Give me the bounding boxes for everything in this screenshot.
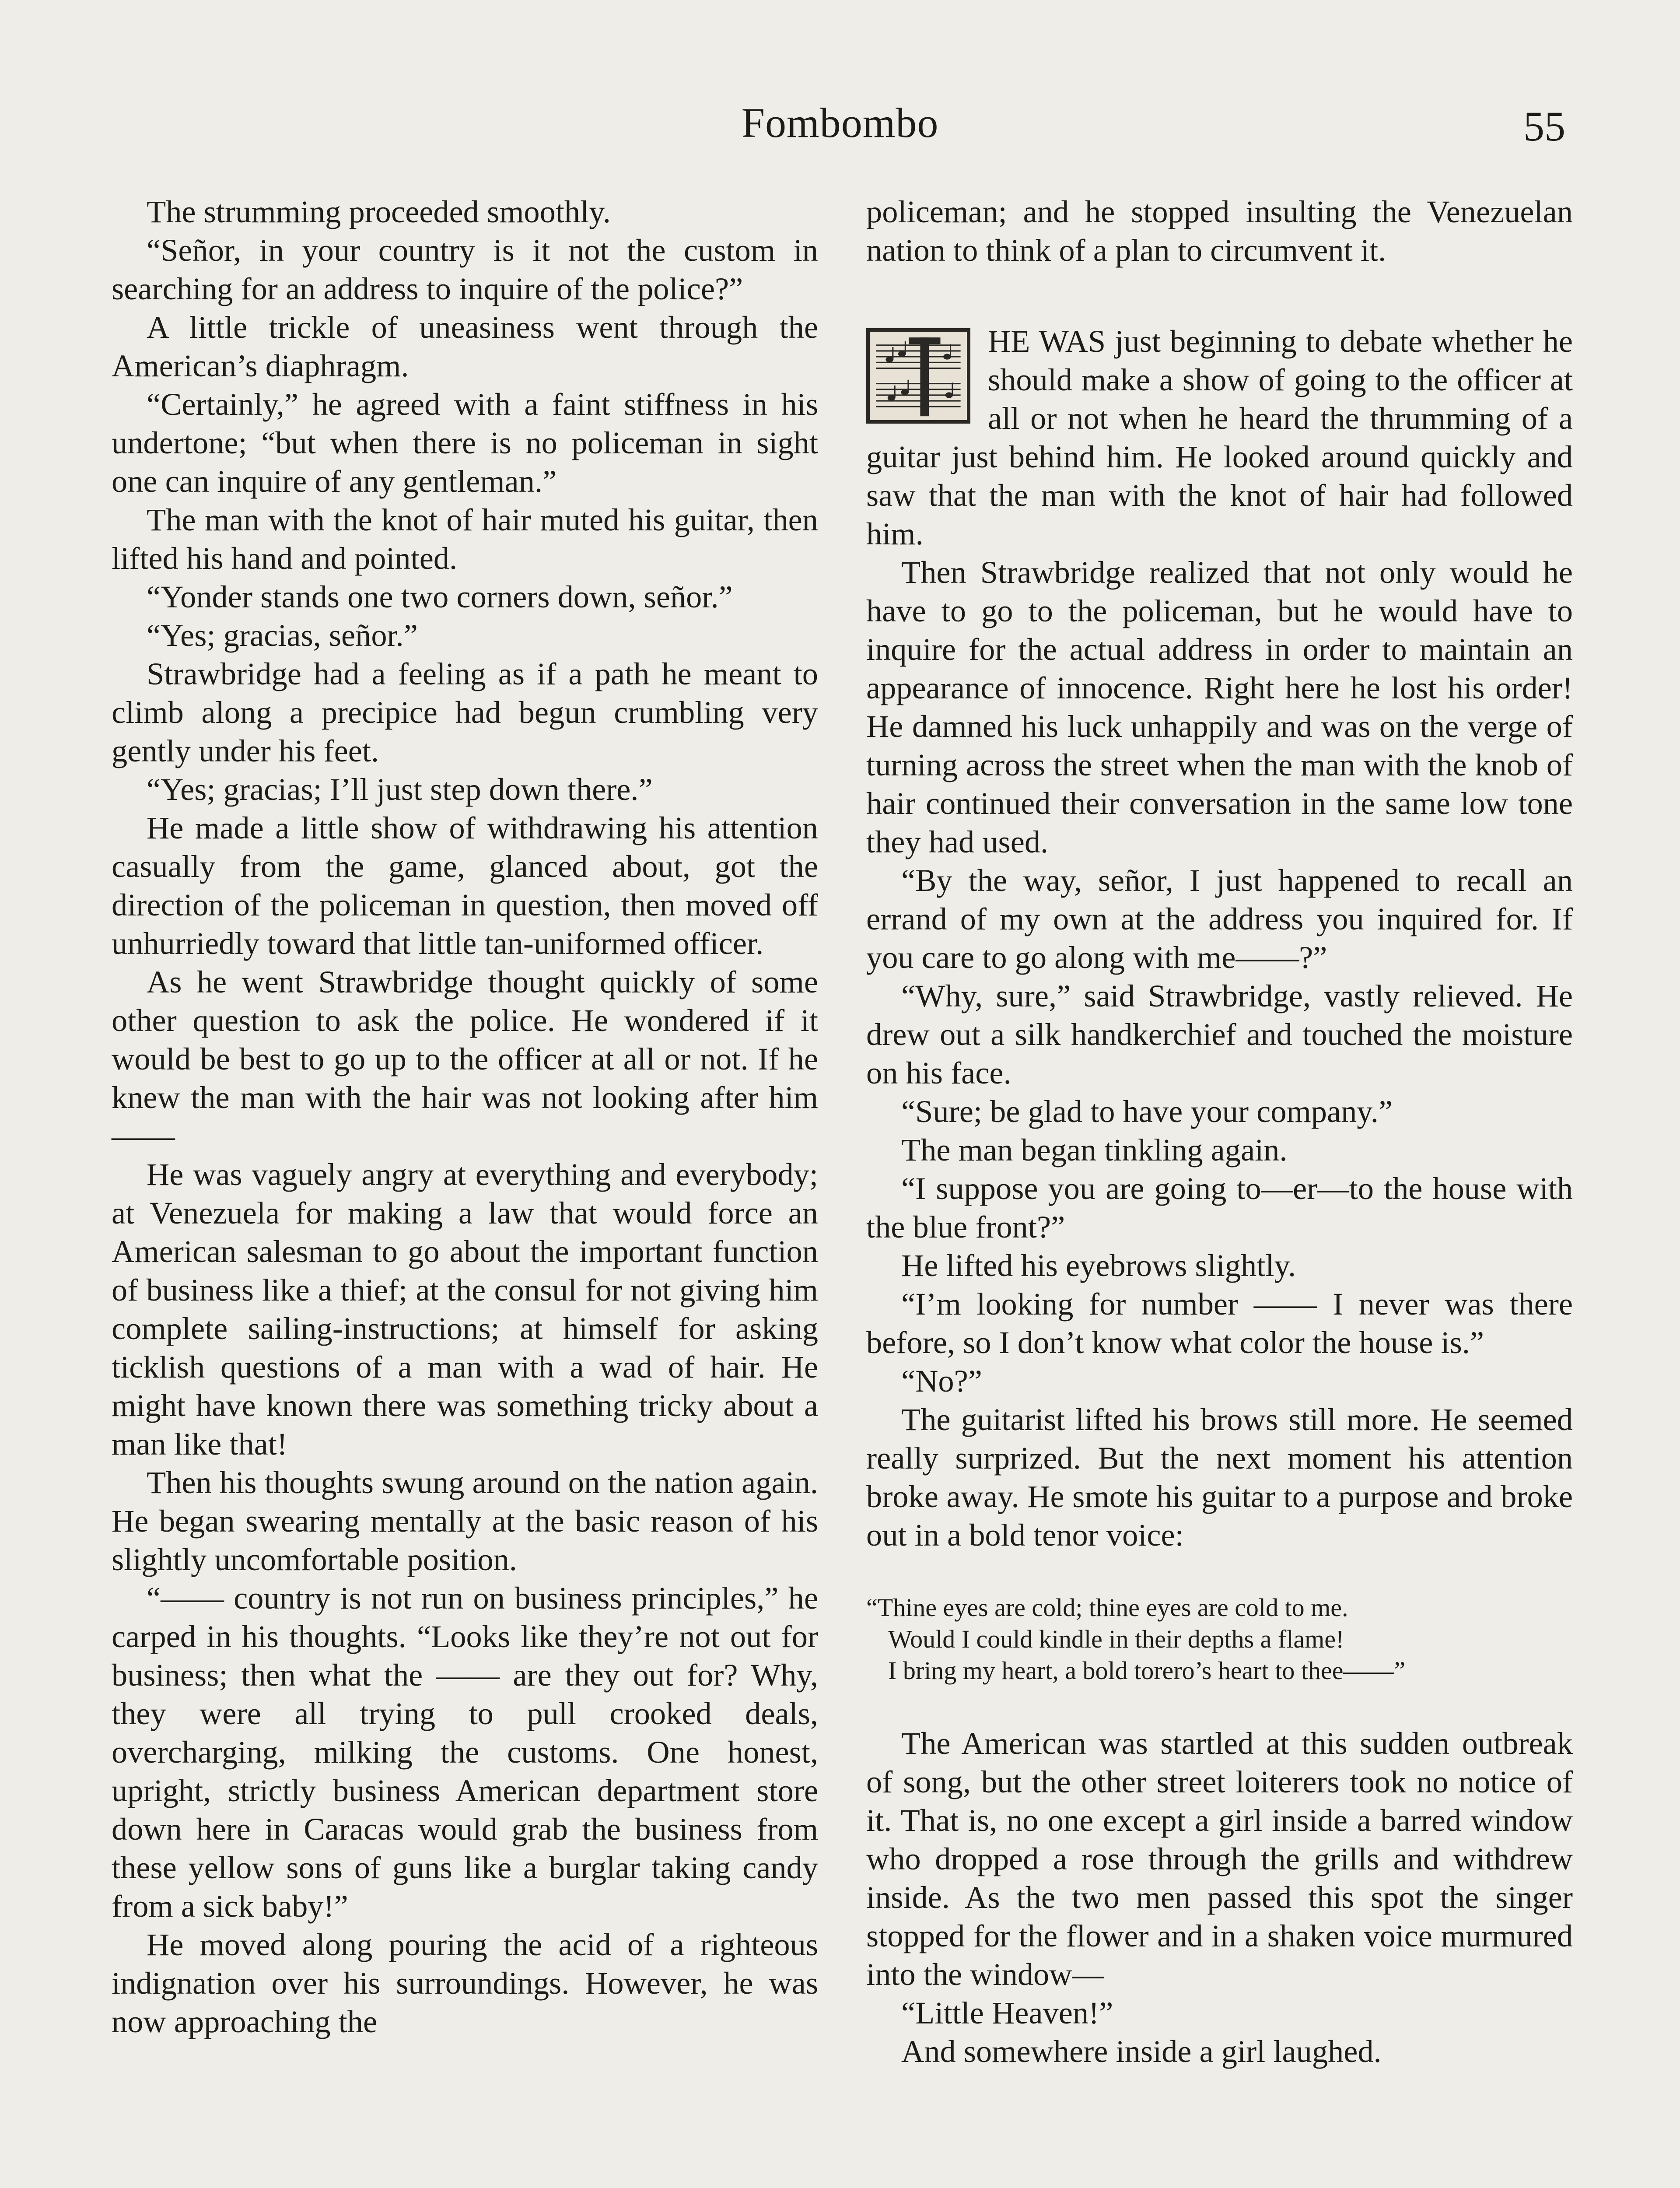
page-header: [0, 98, 1680, 164]
paragraph: He lifted his eyebrows slightly.: [901, 1248, 1296, 1283]
paragraph: “Yes; gracias; I’ll just step down there.”: [147, 771, 653, 807]
paragraph: He made a little show of withdrawing his attention casually from the game, glanced about, got the direction of the policeman in question, then moved off unhurriedly toward that little tan-uniformed officer.: [112, 810, 818, 961]
paragraph: Strawbridge had a feeling as if a path he meant to climb along a precipice had begun crumbling very gently under his feet.: [112, 656, 818, 768]
paragraph: “Yonder stands one two corners down, señor.”: [147, 579, 733, 614]
paragraph: “I suppose you are going to—er—to the house with the blue front?”: [866, 1171, 1573, 1245]
paragraph: Then his thoughts swung around on the nation again. He began swearing mentally at the basic reason of his slightly uncomfortable position.: [112, 1465, 818, 1577]
song-line: I bring my heart, a bold torero’s heart to thee——”: [888, 1656, 1406, 1685]
music-score-icon: [870, 332, 967, 420]
paragraph: “Little Heaven!”: [901, 1995, 1113, 2030]
right-column: [866, 193, 1573, 2071]
song-line: “Thine eyes are cold; thine eyes are cold to me.: [866, 1593, 1348, 1622]
paragraph: “—— country is not run on business principles,” he carped in his thoughts. “Looks like they’re not out for business; then what the —— are they out for? Why, they were all trying to pull crooked deals, overcharging, milking the customs. One honest, upright, strictly business American department store down here in Caracas would grab the business from these yellow sons of guns like a burglar taking candy from a sick baby!”: [112, 1580, 818, 1924]
paragraph: The man with the knot of hair muted his guitar, then lifted his hand and pointed.: [112, 502, 818, 576]
running-title: Fombombo: [741, 99, 939, 146]
paragraph: The guitarist lifted his brows still more. He seemed really surprized. But the next moment his attention broke away. He smote his guitar to a purpose and broke out in a bold tenor voice:: [866, 1402, 1573, 1553]
paragraph: “Certainly,” he agreed with a faint stiffness in his undertone; “but when there is no policeman in sight one can inquire of any gentleman.”: [112, 386, 818, 499]
paragraph: “I’m looking for number —— I never was there before, so I don’t know what color the house is.”: [866, 1286, 1573, 1360]
paragraph: He moved along pouring the acid of a righteous indignation over his surroundings. However, he was now approaching the: [112, 1927, 818, 2039]
song-line: Would I could kindle in their depths a flame!: [888, 1625, 1344, 1653]
paragraph: “Señor, in your country is it not the custom in searching for an address to inquire of the police?”: [112, 232, 818, 306]
paragraph: “Why, sure,” said Strawbridge, vastly relieved. He drew out a silk handkerchief and touched the moisture on his face.: [866, 978, 1573, 1090]
paragraph: He was vaguely angry at everything and everybody; at Venezuela for making a law that would force an American salesman to go about the important function of business like a thief; at the consul for not giving him complete sailing-instructions; at himself for asking ticklish questions of a man with a wad of hair. He might have known there was something tricky about a man like that!: [112, 1157, 818, 1462]
paragraph: As he went Strawbridge thought quickly of some other question to ask the police. He wondered if it would be best to go up to the officer at all or not. If he knew the man with the hair was not looking after him——: [112, 964, 818, 1154]
paragraph: The American was startled at this sudden outbreak of song, but the other street loiterers took no notice of it. That is, no one except a girl inside a barred window who dropped a rose through the grills and withdrew inside. As the two men passed this spot the singer stopped for the flower and in a shaken voice murmured into the window—: [866, 1725, 1573, 1992]
paragraph-continuation: policeman; and he stopped insulting the Venezuelan nation to think of a plan to circumvent it.: [866, 194, 1573, 268]
paragraph: The man began tinkling again.: [901, 1132, 1288, 1168]
paragraph: “Yes; gracias, señor.”: [147, 617, 418, 653]
dropcap-ornament: [866, 328, 970, 424]
paragraph: “No?”: [901, 1363, 982, 1399]
paragraph: A little trickle of uneasiness went through the American’s diaphragm.: [112, 309, 818, 383]
paragraph: “By the way, señor, I just happened to recall an errand of my own at the address you inquired for. If you care to go along with me——?”: [866, 863, 1573, 975]
paragraph: The strumming proceeded smoothly.: [147, 194, 611, 229]
song-verse: [866, 1592, 1573, 1687]
paragraph: “Sure; be glad to have your company.”: [901, 1094, 1393, 1129]
paragraph: Then Strawbridge realized that not only would he have to go to the policeman, but he would have to inquire for the actual address in order to maintain an appearance of innocence. Right here he lost his order! He damned his luck unhappily and was on the verge of turning across the street when the man with the knob of hair continued their conversation in the same low tone they had used.: [866, 554, 1573, 859]
dropcap-section: [866, 322, 1573, 553]
paragraph: And somewhere inside a girl laughed.: [901, 2034, 1382, 2069]
dropcap-paragraph: HE WAS just beginning to debate whether he should make a show of going to the officer at all or not when he heard the thrumming of a guitar just behind him. He looked around quickly and saw that the man with the knot of hair had followed him.: [866, 323, 1573, 551]
page-number: 55: [1523, 103, 1565, 150]
left-column: [112, 193, 818, 2041]
